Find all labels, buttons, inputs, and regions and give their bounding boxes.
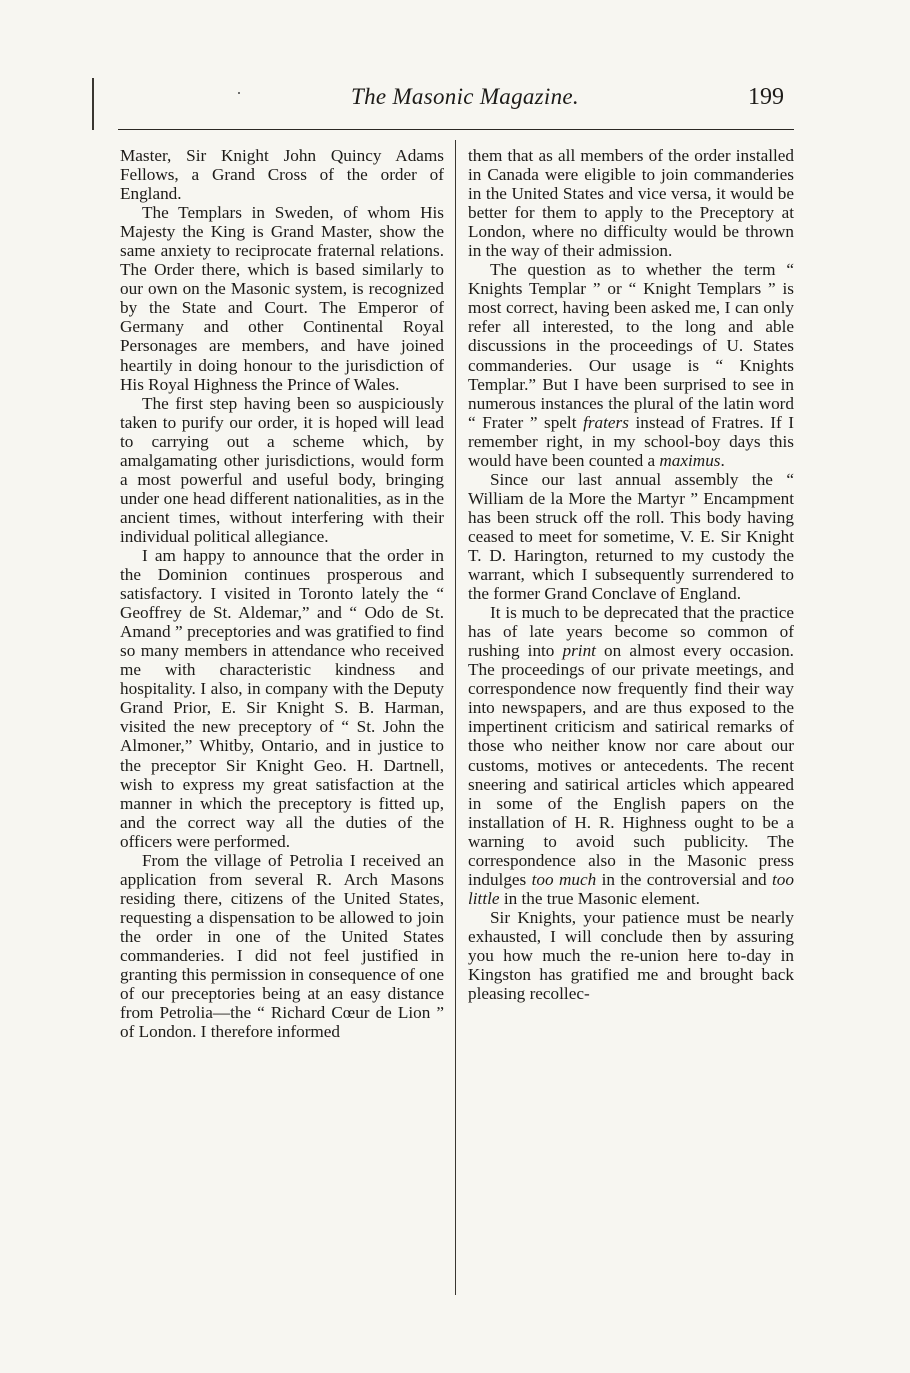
paragraph: The first step having been so auspiciously taken to purify our order, it is hoped will lead to carrying out a scheme which, by amalgamating other jurisdictions, would form a most powerful and useful body, bringing under one head different nationalities, as in the ancient times, without interfering with their individual political allegiance. [120, 393, 444, 546]
text-run: instead of Fratres. If I remember right, in my school-boy days this would have been counted a [468, 412, 794, 470]
text-run: in the true Masonic element. [499, 888, 700, 908]
page-number: 199 [748, 84, 784, 110]
text-run: in the controversial and [596, 869, 773, 889]
italic-term: print [562, 641, 596, 661]
left-column [120, 146, 444, 1041]
margin-rule [92, 78, 94, 130]
paragraph [468, 260, 794, 470]
paragraph: From the village of Petrolia I received an application from several R. Arch Masons residing there, citizens of the United States, requesting a dispensation to be allowed to join the order in one of the United States commanderies. I did not feel justified in granting this permission in consequence of one of our preceptories being at an easy distance from Petrolia—the “ Richard Cœur de Lion ” of London. I therefore informed [120, 850, 444, 1042]
column-rule [455, 140, 456, 1295]
paragraph: The Templars in Sweden, of whom His Majesty the King is Grand Master, show the same anxiety to reciprocate fraternal relations. The Order there, which is based similarly to our own on the Masonic system, is recognized by the State and Court. The Emperor of Germany and other Continental Royal Personages are members, and have joined heartily in doing honour to the jurisdiction of His Royal Highness the Prince of Wales. [120, 203, 444, 394]
text-run: . [720, 450, 725, 470]
text-run: The question as to whether the term “ Knights Templar ” or “ Knight Templars ” is most correct, having been asked me, I can only refer all interested, to the long and able discussions in the proceedings of U. States commanderies. Our usage is “ Knights Templar.” But I have been surprised to see in numerous instances the plural of the latin word “ Frater ” spelt [468, 260, 794, 432]
italic-term: maximus [659, 450, 721, 470]
italic-term: too much [531, 869, 597, 889]
running-header-title: The Masonic Magazine. [351, 84, 579, 109]
paragraph [468, 603, 794, 908]
paragraph: Since our last annual assembly the “ William de la More the Martyr ” Encampment has been struck off the roll. This body having ceased to meet for sometime, V. E. Sir Knight T. D. Harington, returned to my custody the warrant, which I subsequently surrendered to the former Grand Conclave of England. [468, 469, 794, 604]
header-rule [118, 129, 794, 130]
right-column [468, 146, 794, 1003]
ink-speck [238, 92, 240, 94]
italic-term: too little [468, 869, 794, 908]
text-run: on almost every occasion. The proceedings of our private meetings, and correspondence now frequently find their way into newspapers, and are thus exposed to the impertinent criticism and satirical remarks of those who neither know nor care about our customs, motives or antecedents. The recent sneering and satirical articles which appeared in some of the English papers on the installation of H. R. Highness ought to be a warning to avoid such publicity. The correspondence also in the Masonic press indulges [468, 641, 794, 889]
paragraph: Sir Knights, your patience must be nearly exhausted, I will conclude then by assuring you how much the re-union here to-day in Kingston has gratified me and brought back pleasing recollec- [468, 907, 794, 1004]
paragraph: I am happy to announce that the order in the Dominion continues prosperous and satisfactory. I visited in Toronto lately the “ Geoffrey de St. Aldemar,” and “ Odo de St. Amand ” preceptories and was gratified to find so many members in attendance who received me with characteristic kindness and hospitality. I also, in company with the Deputy Grand Prior, E. Sir Knight S. B. Harman, visited the new preceptory of “ St. John the Almoner,” Whitby, Ontario, and in justice to the preceptor Sir Knight Geo. H. Dartnell, wish to express my great satisfaction at the manner in which the preceptory is fitted up, and the correct way all the duties of the officers were performed. [120, 545, 444, 851]
text-run: It is much to be deprecated that the practice has of late years become so common of rushing into [468, 603, 794, 661]
paragraph: Master, Sir Knight John Quincy Adams Fellows, a Grand Cross of the order of England. [120, 146, 444, 204]
paragraph: them that as all members of the order installed in Canada were eligible to join commanderies in the United States and vice versa, it would be better for them to apply to the Preceptory at London, where no difficulty would be thrown in the way of their admission. [468, 146, 794, 261]
italic-term: fraters [583, 412, 629, 432]
